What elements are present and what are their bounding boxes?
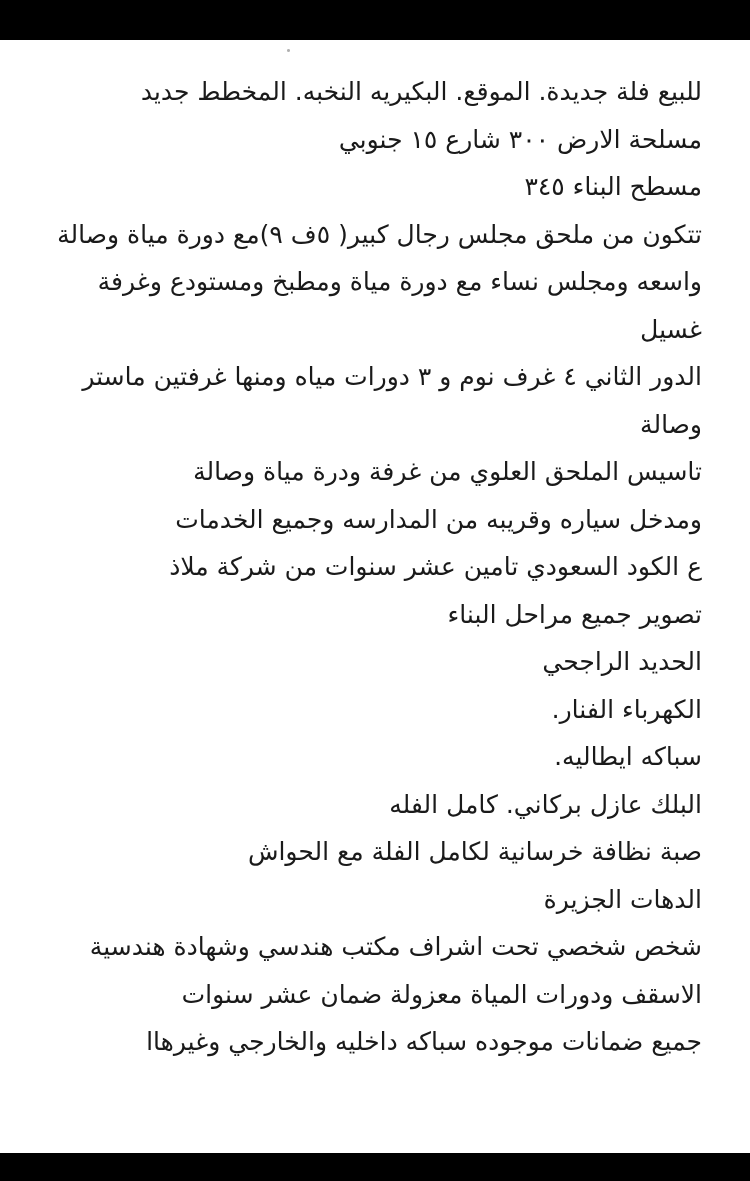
text-line: تصوير جميع مراحل البناء xyxy=(447,599,702,629)
top-black-bar xyxy=(0,0,750,40)
text-line: ع الكود السعودي تامين عشر سنوات من شركة ملاذ xyxy=(169,552,702,581)
text-line: للبيع فلة جديدة. الموقع. البكيريه النخبه. المخطط جديد xyxy=(140,77,702,106)
text-line: الكهرباء الفنار. xyxy=(551,694,702,724)
text-line: الدور الثاني ٤ غرف نوم و ٣ دورات مياه ومنها غرفتين ماستر xyxy=(82,362,702,391)
post-text-body xyxy=(42,68,702,1066)
text-line: تتكون من ملحق مجلس رجال كبير( ٥ف ٩)مع دورة مياة وصالة xyxy=(57,219,702,249)
text-line: جميع ضمانات موجوده سباكه داخليه والخارجي وغيرهاا xyxy=(146,1027,702,1056)
text-line: مسطح البناء ٣٤٥ xyxy=(524,172,702,201)
text-line: البلك عازل بركاني. كامل الفله xyxy=(389,789,702,819)
text-line: مسلحة الارض ٣٠٠ شارع ١٥ جنوبي xyxy=(338,124,702,154)
text-line: الدهات الجزيرة xyxy=(543,884,702,914)
text-line: ومدخل سياره وقريبه من المدارسه وجميع الخدمات xyxy=(175,504,702,534)
text-line: سباكه ايطاليه. xyxy=(554,742,702,771)
text-line: الحديد الراجحي xyxy=(542,647,702,676)
text-line: وصالة xyxy=(640,409,702,439)
text-line: صبة نظافة خرسانية لكامل الفلة مع الحواش xyxy=(247,837,702,866)
decorative-dot xyxy=(287,49,290,52)
text-line: تاسيس الملحق العلوي من غرفة ودرة مياة وصالة xyxy=(193,457,702,486)
text-line: شخص شخصي تحت اشراف مكتب هندسي وشهادة هندسية xyxy=(89,932,702,961)
text-line: غسيل xyxy=(640,314,702,344)
text-line: واسعه ومجلس نساء مع دورة مياة ومطبخ ومستودع وغرفة xyxy=(97,267,702,296)
bottom-black-bar xyxy=(0,1153,750,1181)
text-line: الاسقف ودورات المياة معزولة ضمان عشر سنوات xyxy=(181,979,702,1009)
